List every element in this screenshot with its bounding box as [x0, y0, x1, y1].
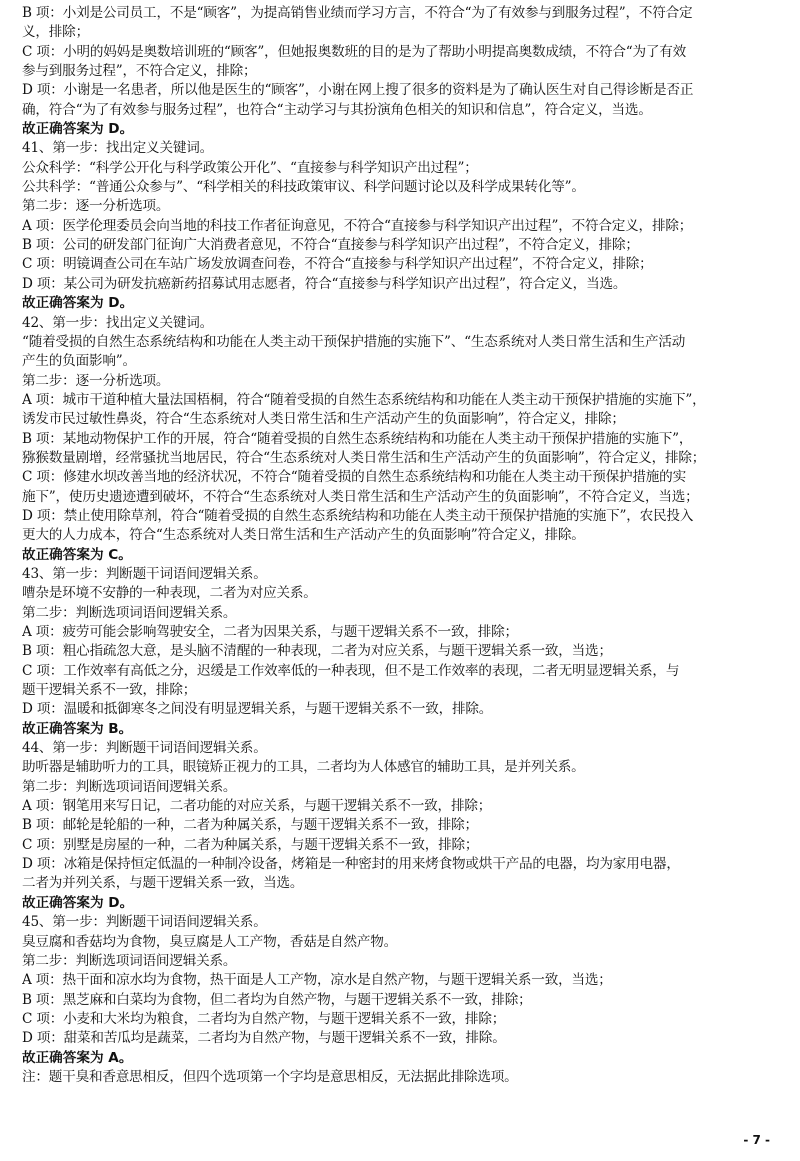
text-line: C 项：小明的妈妈是奥数培训班的“顾客”，但她报奥数班的目的是为了帮助小明提高奥数成绩，不符合“为了有效 [22, 43, 687, 60]
text-line: A 项：钢笔用来写日记，二者功能的对应关系，与题干逻辑关系不一致，排除； [22, 798, 492, 815]
text-line: B 项：某地动物保护工作的开展，符合“随着受损的自然生态系统结构和功能在人类主动干预保护措施的实施下”， [22, 430, 693, 447]
text-line: 参与到服务过程”，不符合定义，排除； [22, 63, 257, 80]
text-line: D 项：冰箱是保持恒定低温的一种制冷设备，烤箱是一种密封的用来烤食物或烘干产品的电器，均为家用电器， [22, 856, 680, 873]
text-line: C 项：工作效率有高低之分，迟缓是工作效率低的一种表现，但不是工作效率的表现，二者无明显逻辑关系，与 [22, 662, 680, 679]
text-line: 第二步：判断选项词语间逻辑关系。 [22, 952, 237, 969]
text-line: B 项：黑芝麻和白菜均为食物，但二者均为自然产物，与题干逻辑关系不一致，排除； [22, 991, 532, 1008]
text-line: 嘈杂是环境不安静的一种表现，二者为对应关系。 [22, 585, 317, 602]
text-line: A 项：疲劳可能会影响驾驶安全，二者为因果关系，与题干逻辑关系不一致，排除； [22, 624, 518, 640]
text-line: D 项：某公司为研发抗癌新药招募试用志愿者，符合“直接参与科学知识产出过程”，符合定义，当选。 [22, 275, 627, 292]
text-line: D 项：禁止使用除草剂，符合“随着受损的自然生态系统结构和功能在人类主动干预保护措施的实施下”，农民投入 [22, 507, 694, 524]
text-line: D 项：小谢是一名患者，所以他是医生的“顾客”，小谢在网上搜了很多的资料是为了确认医生对自己得诊断是否正 [22, 82, 694, 99]
text-line: D 项：甜菜和苦瓜均是蔬菜，二者均为自然产物，与题干逻辑关系不一致，排除。 [22, 1030, 506, 1047]
text-line: 臭豆腐和香菇均为食物，臭豆腐是人工产物，香菇是自然产物。 [22, 933, 398, 950]
text-line: A 项：医学伦理委员会向当地的科技工作者征询意见，不符合“直接参与科学知识产出过程”，不符合定义，排除； [22, 217, 693, 234]
text-line: 确，符合“为了有效参与服务过程”，也符合“主动学习与其扮演角色相关的知识和信息”，符合定义，当选。 [22, 101, 652, 118]
text-line: “随着受损的自然生态系统结构和功能在人类主动干预保护措施的实施下”、“生态系统对人类日常生活和生产活动 [22, 333, 686, 350]
text-line: 第二步：判断选项词语间逻辑关系。 [22, 778, 237, 795]
answer-line: 故正确答案为 C。 [22, 546, 132, 563]
text-line: 44、第一步：判断题干词语间逻辑关系。 [22, 740, 267, 757]
answer-line: 故正确答案为 B。 [22, 720, 133, 737]
text-line: 题干逻辑关系不一致，排除； [22, 682, 197, 699]
text-line: C 项：修建水坝改善当地的经济状况，不符合“随着受损的自然生态系统结构和功能在人类主动干预保护措施的实 [22, 469, 686, 486]
text-line: 41、第一步：找出定义关键词。 [22, 140, 214, 157]
text-line: A 项：热干面和凉水均为食物，热干面是人工产物，凉水是自然产物，与题干逻辑关系一致，当选； [22, 972, 612, 989]
page-number: - 7 - [743, 1133, 770, 1147]
text-line: 更大的人力成本，符合“生态系统对人类日常生活和生产活动产生的负面影响”符合定义，排除。 [22, 527, 585, 544]
answer-explanations [22, 4, 778, 1087]
text-line: D 项：温暖和抵御寒冬之间没有明显逻辑关系，与题干逻辑关系不一致，排除。 [22, 701, 493, 718]
text-line: 第二步：判断选项词语间逻辑关系。 [22, 604, 237, 621]
text-line: 43、第一步：判断题干词语间逻辑关系。 [22, 565, 267, 582]
text-line: 施下”，使历史遗迹遭到破坏，不符合“生态系统对人类日常生活和生产活动产生的负面影响”，不符合定义，当选； [22, 488, 699, 505]
answer-line: 故正确答案为 D。 [22, 894, 134, 911]
answer-line: 故正确答案为 D。 [22, 121, 134, 138]
text-line: C 项：别墅是房屋的一种，二者为种属关系，与题干逻辑关系不一致，排除； [22, 836, 479, 853]
text-line: 产生的负面影响”。 [22, 353, 136, 370]
text-line: 公众科学：“科学公开化与科学政策公开化”、“直接参与科学知识产出过程”； [22, 159, 478, 176]
answer-line: 故正确答案为 A。 [22, 1049, 133, 1066]
text-line: B 项：小刘是公司员工，不是“顾客”，为提高销售业绩而学习方言，不符合“为了有效参与到服务过程”，不符合定 [22, 5, 693, 21]
text-line: 猕猴数量剧增，经常骚扰当地居民，符合“生态系统对人类日常生活和生产活动产生的负面影响”，符合定义，排除； [22, 449, 706, 466]
text-line: C 项：明镜调查公司在车站广场发放调查问卷，不符合“直接参与科学知识产出过程”，不符合定义，排除； [22, 256, 653, 273]
text-line: 第二步：逐一分析选项。 [22, 198, 170, 215]
text-line: B 项：邮轮是轮船的一种，二者为种属关系，与题干逻辑关系不一致，排除； [22, 817, 478, 834]
text-line: B 项：公司的研发部门征询广大消费者意见，不符合“直接参与科学知识产出过程”，不符合定义，排除； [22, 237, 639, 254]
text-line: 二者为并列关系，与题干逻辑关系一致，当选。 [22, 875, 304, 892]
text-line: C 项：小麦和大米均为粮食，二者均为自然产物，与题干逻辑关系不一致，排除； [22, 1010, 506, 1027]
text-line: 45、第一步：判断题干词语间逻辑关系。 [22, 914, 267, 931]
text-line: 诱发市民过敏性鼻炎，符合“生态系统对人类日常生活和生产活动产生的负面影响”，符合定义，排除； [22, 411, 625, 428]
text-line: 义，排除； [22, 24, 89, 41]
text-line: B 项：粗心指疏忽大意，是头脑不清醒的一种表现，二者为对应关系，与题干逻辑关系一致，当选； [22, 643, 612, 660]
text-line: 注：题干臭和香意思相反，但四个选项第一个字均是意思相反，无法据此排除选项。 [22, 1068, 518, 1085]
text-line: 公共科学：“普通公众参与”、“科学相关的科技政策审议、科学问题讨论以及科学成果转化等”。 [22, 179, 585, 196]
text-line: 助听器是辅助听力的工具，眼镜矫正视力的工具，二者均为人体感官的辅助工具，是并列关系。 [22, 759, 585, 776]
text-line: A 项：城市干道种植大量法国梧桐，符合“随着受损的自然生态系统结构和功能在人类主动干预保护措施的实施下”， [22, 391, 706, 408]
answer-line: 故正确答案为 D。 [22, 295, 134, 312]
text-line: 42、第一步：找出定义关键词。 [22, 314, 214, 331]
text-line: 第二步：逐一分析选项。 [22, 372, 170, 389]
